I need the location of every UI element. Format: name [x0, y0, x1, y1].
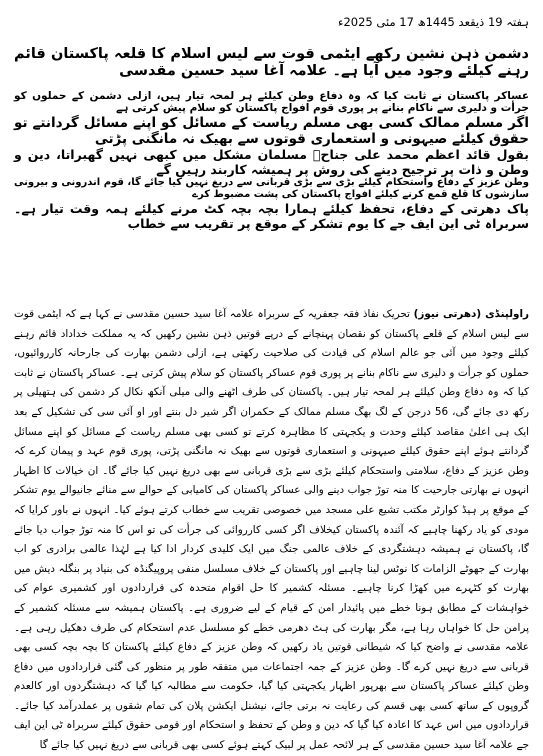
headline-block — [14, 46, 529, 231]
sub-headline-2: اگر مسلم ممالک کسی بھی مسلم ریاست کے مسائل کو اپنے مسائل گردانتے تو حقوق کیلئے صیہونی و استعماری قوتوں سے بھیک نہ مانگنی پڑتی — [14, 114, 529, 148]
issue-date: ہفتہ 19 ذیقعد 1445ھ 17 مئی 2025ء — [338, 15, 529, 29]
main-headline: دشمن ذہن نشین رکھے ایٹمی قوت سے لیس اسلام کا قلعہ پاکستان قائم رہنے کیلئے وجود میں آیا ہے۔ علامہ آغا سید حسین مقدسی — [14, 46, 529, 80]
sub-headline-3: بقول قائد اعظم محمد علی جناحؒ مسلمان مشکل میں کبھی نہیں گھبراتا، دین و وطن و ذات پر ترجیح دینے کی روش پر ہمیشہ کاربند رہیں گے — [14, 147, 529, 178]
article-body — [14, 305, 529, 752]
sub-headline-1: عساکر پاکستان نے ثابت کیا کہ وہ دفاع وطن کیلئے ہر لمحہ تیار ہیں، ازلی دشمن کے حملوں کو جرأت و دلیری سے ناکام بنانے پر پوری قوم افواج پاکستان کو سلام پیش کرتی ہے — [14, 89, 529, 115]
sub-headline-4: وطن عزیز کے دفاع واستحکام کیلئے بڑی سے بڑی قربانی سے دریغ نہیں کیا جائے گا، قوم اندرونی و بیرونی سازشوں کا قلع قمع کرنے کیلئے افواج پاکستان کی پشت مضبوط کرے — [14, 177, 529, 201]
sub-headline-5: پاک دھرتی کے دفاع، تحفظ کیلئے ہمارا بچہ بچہ کٹ مرنے کیلئے ہمہ وقت تیار ہے۔ سربراہ ٹی این ایف جے کا یوم تشکر کے موقع پر تقریب سے خطاب — [14, 201, 529, 232]
article-dateline: راولپنڈی (دھرتی نیوز) — [413, 308, 529, 320]
article-paragraph — [14, 305, 529, 756]
article-text: تحریک نفاذ فقہ جعفریہ کے سربراہ علامہ آغا سید حسین مقدسی نے کہا ہے کہ ایٹمی قوت سے لیس اسلام کے قلعے پاکستان کو نقصان پہنچانے کے درپے قوتیں ذہن نشین رکھیں کہ یہ مملکت خداداد قائم رہنے کیلئے وجود میں آئی جو عالم اسلام کی قیادت کی صلاحیت رکھتی ہے، ازلی دشمن بھارت کی جارحانہ کارروائیوں، حملوں کو جرأت و دلیری سے ناکام بنانے پر پوری قوم عساکر پاکستان کو سلام پیش کرتی ہے۔ عساکر پاکستان نے ثابت کیا کہ وہ دفاع وطن کیلئے ہر لمحہ تیار ہیں۔ پاکستان کی طرف اٹھنے والی میلی آنکھ نکال کر دشمن کی ہتھیلی پر رکھ دی جائے گی، 56 درجن کے لگ بھگ مسلم ممالک کے حکمران اگر شیر دل بنتے اور او آئی سی کی تشکیل کے بعد ایک ہی اعلیٰ مقاصد کیلئے وحدت و یکجہتی کا مظاہرہ کرتے تو کسی بھی مسلم ریاست کے مسائل کو اپنے مسائل گردانتے ہوئے اپنے حقوق کیلئے صیہونی و استعماری قوتوں سے بھیک نہ مانگنی پڑتی، پوری قوم عہد و پیمان کرے کہ وطن عزیز کے دفاع، سلامتی واستحکام کیلئے بڑی سے بڑی قربانی سے بھی دریغ نہیں کیا جائے گا۔ ان خیالات کا اظہار انہوں نے بھارتی جارحیت کا منہ توڑ جواب دینے والی عساکر پاکستان کی کامیابی کے حوالے سے منائے جانیوالے یوم تشکر کے موقع پر ہیڈ کوارٹر مکتب تشیع علی مسجد میں خصوصی تقریب سے خطاب کرتے ہوئے کیا۔ انہوں نے باور کرایا کہ مودی کو یاد رکھنا چاہیے کہ آئندہ پاکستان کیخلاف اگر کسی کارروائی کی جرأت کی تو اس کا منہ توڑ جواب دیا جائے گا، پاکستان نے ہمیشہ دہشتگردی کے خلاف عالمی جنگ میں ایک کلیدی کردار ادا کیا ہے لہٰذا عالمی برادری کو اب بھارت کے جھوٹے الزامات کا نوٹس لینا چاہیے اور پاکستان کے خلاف مسلسل منفی پروپیگنڈہ کی بنیاد پر بنگلہ دیش میں بھارت کو کٹہرے میں کھڑا کرنا چاہیے۔ مسئلہ کشمیر کا حل اقوام متحدہ کی قراردادوں اور کشمیری عوام کی خواہشات کے مطابق ہونا خطے میں پائیدار امن کے قیام کے لیے ضروری ہے۔ پاکستان ہمیشہ سے مسئلہ کشمیر کے پرامن حل کا خواہاں رہا ہے، مگر بھارت کی ہٹ دھرمی خطے کو مسلسل عدم استحکام کی طرف دھکیل رہی ہے۔ علامہ مقدسی نے واضح کیا کہ شیطانی قوتیں یاد رکھیں کہ وطن عزیز کے دفاع کیلئے پاکستان کا بچہ بچہ کسی بھی قربانی سے دریغ نہیں کرے گا۔ وطن عزیز کے جمہ اجتماعات میں متفقہ طور پر منظور کی گئی قراردادوں میں دفاع وطن کیلئے عساکر پاکستان سے بھرپور اظہار یکجہتی کیا گیا، حکومت سے مطالبہ کیا گیا کہ دہشتگردوں اور کالعدم گروپوں کے ساتھ کسی بھی قسم کی رعایت نہ برتی جائے، نیشنل ایکشن پلان کی تمام شقوں پر عملدرآمد کیا جائے۔ قراردادوں میں اس عہد کا اعادہ کیا گیا کہ دین و وطن کے تحفظ و استحکام اور قومی حقوق کیلئے سربراہ ٹی این ایف جے علامہ آغا سید حسین مقدسی کے ہر لائحہ عمل پر لبیک کہتے ہوئے کسی بھی قربانی سے دریغ نہیں کیا جائے گا — [14, 308, 529, 752]
